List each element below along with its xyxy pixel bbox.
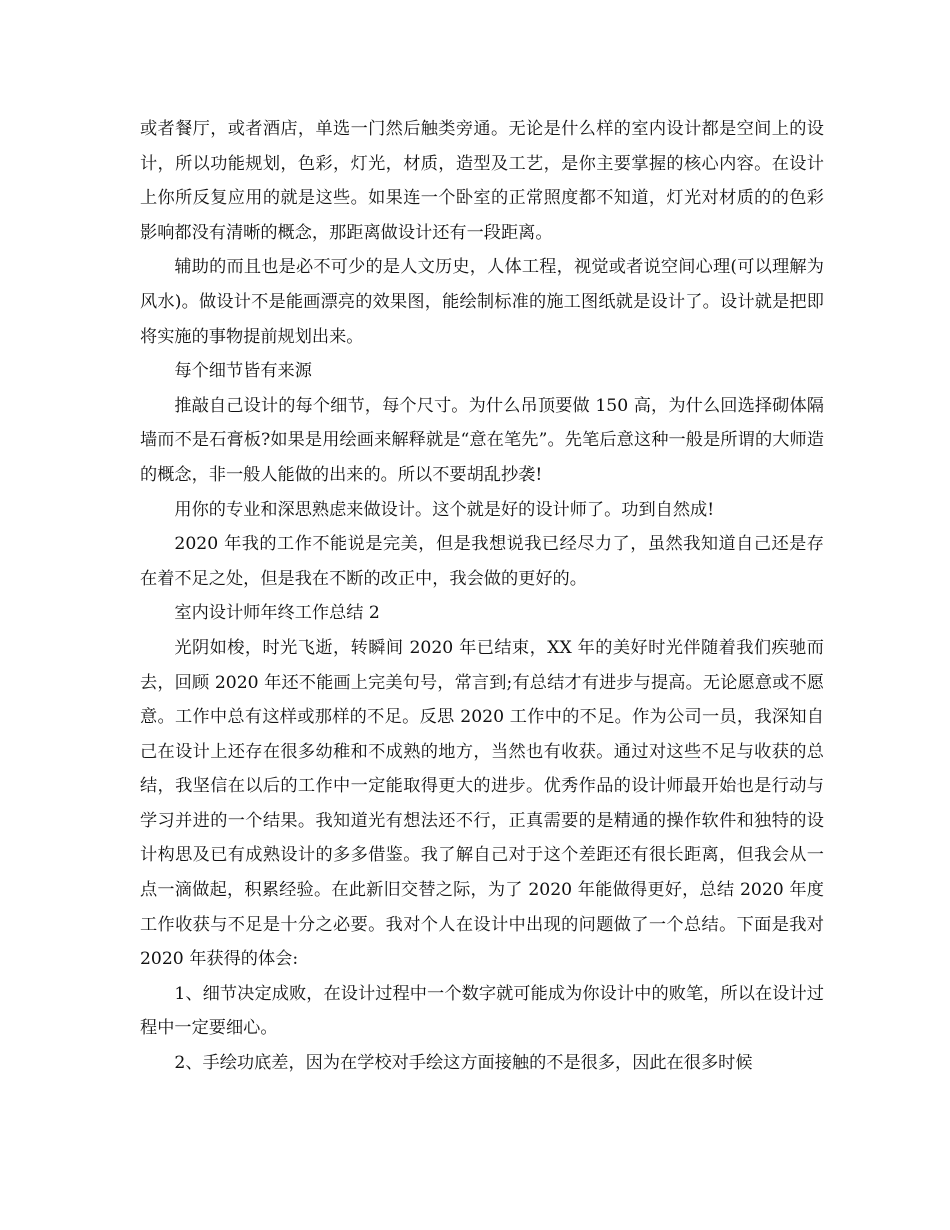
paragraph-details: 推敲自己设计的每个细节，每个尺寸。为什么吊顶要做 150 高，为什么回选择砌体隔墙而不是石膏板?如果是用绘画来解释就是“意在笔先”。先笔后意这种一般是所谓的大师造的概念，非一般人能做的出来的。所以不要胡乱抄袭! (140, 395, 824, 485)
paragraph-humanities: 辅助的而且也是必不可少的是人文历史，人体工程，视觉或者说空间心理(可以理解为风水)。做设计不是能画漂亮的效果图，能绘制标准的施工图纸就是设计了。设计就是把即将实施的事物提前规划出来。 (140, 257, 824, 347)
paragraph-year-summary: 2020 年我的工作不能说是完美，但是我想说我已经尽力了，虽然我知道自己还是存在着不足之处，但是我在不断的改正中，我会做的更好的。 (140, 534, 824, 589)
section-heading-summary-2: 室内设计师年终工作总结 2 (174, 603, 380, 624)
paragraph-point-2: 2、手绘功底差，因为在学校对手绘这方面接触的不是很多，因此在很多时候 (174, 1053, 753, 1074)
paragraph-point-1: 1、细节决定成败，在设计过程中一个数字就可能成为你设计中的败笔，所以在设计过程中一定要细心。 (140, 983, 824, 1039)
paragraph-review: 光阴如梭，时光飞逝，转瞬间 2020 年已结束，XX 年的美好时光伴随着我们疾驰而去，回顾 2020 年还不能画上完美句号，常言到;有总结才有进步与提高。无论愿意或不愿意。工作中总有这样或那样的不足。反思 2020 工作中的不足。作为公司一员，我深知自己在设计上还存在很多幼稚和不成熟的地方，当然也有收获。通过对这些不足与收获的总结，我坚信在以后的工作中一定能取得更大的进步。优秀作品的设计师最开始也是行动与学习并进的一个结果。我知道光有想法还不行，正真需要的是精通的操作软件和独特的设计构思及已有成熟设计的多多借鉴。我了解自己对于这个差距还有很长距离，但我会从一点一滴做起，积累经验。在此新旧交替之际，为了 2020 年能做得更好，总结 2020 年度工作收获与不足是十分之必要。我对个人在设计中出现的问题做了一个总结。下面是我对 2020 年获得的体会: (140, 637, 824, 970)
paragraph-continuation: 或者餐厅，或者酒店，单选一门然后触类旁通。无论是什么样的室内设计都是空间上的设计，所以功能规划，色彩，灯光，材质，造型及工艺，是你主要掌握的核心内容。在设计上你所反复应用的就是这些。如果连一个卧室的正常照度都不知道，灯光对材质的的色彩影响都没有清晰的概念，那距离做设计还有一段距离。 (140, 119, 824, 243)
section-heading-details: 每个细节皆有来源 (174, 361, 312, 382)
document-page (140, 112, 824, 1081)
paragraph-professional: 用你的专业和深思熟虑来做设计。这个就是好的设计师了。功到自然成! (174, 499, 715, 520)
